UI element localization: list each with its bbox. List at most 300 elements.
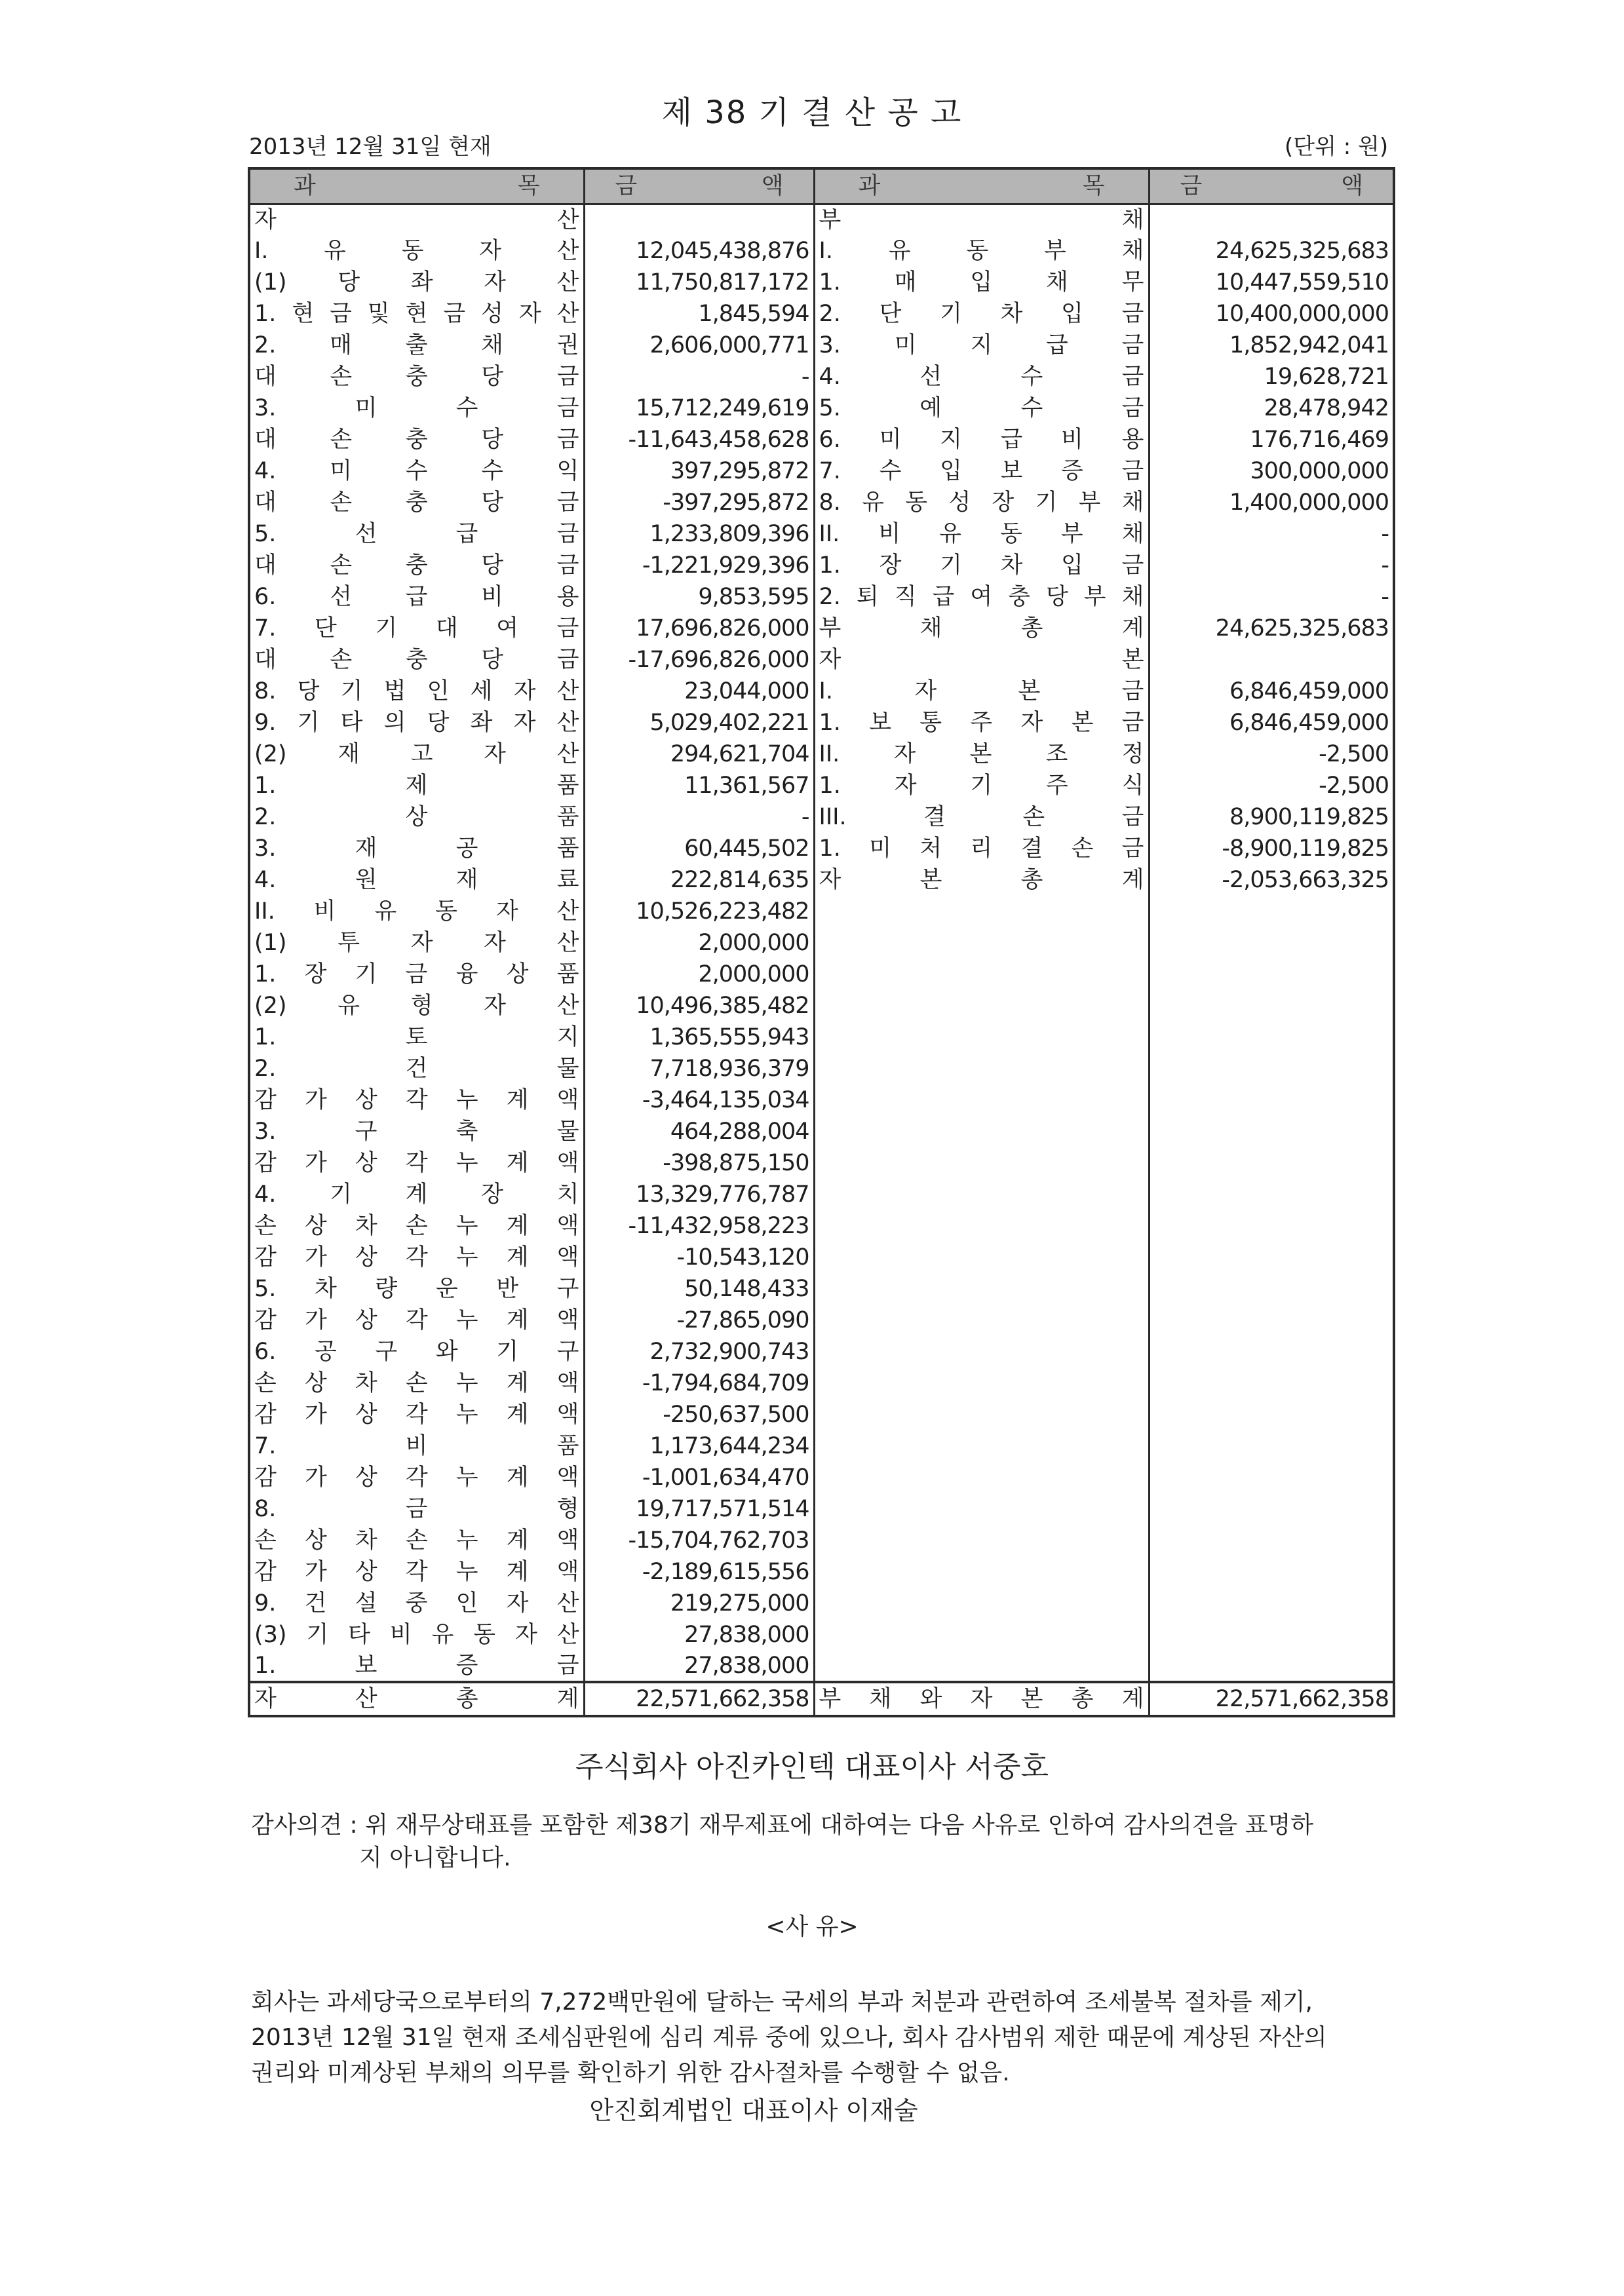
label-token: 금 xyxy=(1121,678,1144,704)
label-token: 충 xyxy=(405,426,428,453)
label-token: 손 xyxy=(405,1527,428,1554)
account-label xyxy=(819,301,1144,327)
label-token: 유 xyxy=(324,237,346,264)
label-token: 총 xyxy=(1020,866,1043,893)
label-token: II. xyxy=(819,520,840,547)
account-label xyxy=(254,1214,579,1239)
table-row xyxy=(249,707,1394,738)
label-token: 본 xyxy=(1071,709,1094,736)
liability-equity-amount xyxy=(1149,1462,1394,1493)
account-label xyxy=(254,333,579,358)
label-token: 구 xyxy=(355,1118,377,1145)
table-row xyxy=(249,1399,1394,1430)
label-token: 통 xyxy=(919,709,942,736)
label-token: 결 xyxy=(1020,835,1043,862)
label-token: 입 xyxy=(970,269,993,296)
account-label xyxy=(819,522,1144,547)
label-token: 비 xyxy=(878,520,901,547)
asset-account xyxy=(249,1147,584,1179)
asset-amount: -17,696,826,000 xyxy=(584,644,814,676)
label-token: 익 xyxy=(556,457,579,484)
label-token: 상 xyxy=(506,961,529,987)
label-token: 품 xyxy=(556,835,579,862)
liability-equity-amount xyxy=(1149,1493,1394,1525)
account-label xyxy=(254,1402,579,1428)
table-row xyxy=(249,1242,1394,1273)
label-token: 채 xyxy=(1121,583,1144,610)
table-row xyxy=(249,1525,1394,1556)
label-token: 산 xyxy=(355,1685,377,1712)
label-token: 계 xyxy=(506,1464,529,1491)
label-token: 4. xyxy=(819,363,841,390)
account-label xyxy=(819,490,1144,516)
label-token: 차 xyxy=(1000,300,1023,327)
label-token: 인 xyxy=(427,678,450,704)
table-row xyxy=(249,550,1394,581)
label-token: 와 xyxy=(435,1338,458,1365)
asset-amount: 5,029,402,221 xyxy=(584,707,814,738)
liability-equity-amount: - xyxy=(1381,552,1389,579)
label-token: 매 xyxy=(330,332,352,358)
reason-title: <사 유> xyxy=(765,1913,859,1940)
liability-equity-account xyxy=(814,613,1149,644)
table-row xyxy=(249,1273,1394,1305)
account-label xyxy=(254,1025,579,1050)
asset-amount: 397,295,872 xyxy=(584,455,814,487)
label-token: 성 xyxy=(481,300,503,327)
label-token: 채 xyxy=(919,615,942,641)
label-token: 재 xyxy=(455,866,478,893)
label-token: 입 xyxy=(940,457,962,484)
table-body xyxy=(249,204,1394,1716)
liability-equity-account xyxy=(814,738,1149,770)
label-token: 1. xyxy=(819,772,841,799)
total-liabilities-equity-amount: 22,571,662,358 xyxy=(1149,1682,1394,1716)
label-token: 유 xyxy=(939,520,961,547)
label-token: 2. xyxy=(819,583,841,610)
label-token: 채 xyxy=(481,332,503,358)
header-item-right xyxy=(814,168,1149,204)
account-label xyxy=(254,773,579,799)
label-token: 가 xyxy=(304,1558,327,1585)
label-token: 의 xyxy=(383,709,406,736)
liability-equity-amount xyxy=(1149,1336,1394,1368)
label-token: 보 xyxy=(869,709,891,736)
asset-amount: 7,718,936,379 xyxy=(584,1053,814,1084)
account-label xyxy=(254,490,579,516)
asset-account xyxy=(249,518,584,550)
asset-amount: - xyxy=(584,361,814,392)
asset-amount: 2,000,000 xyxy=(584,927,814,959)
account-label xyxy=(254,1434,579,1459)
label-token: 기 xyxy=(1035,489,1058,516)
label-token: 예 xyxy=(919,394,942,421)
label-token: 자 xyxy=(484,740,506,767)
label-token: 장 xyxy=(879,552,902,579)
label-token: 유 xyxy=(888,237,911,264)
label-token: 유 xyxy=(862,489,884,516)
label-token: II. xyxy=(819,740,840,767)
label-token: 각 xyxy=(405,1086,428,1113)
label-token: 손 xyxy=(254,1369,277,1396)
account-label xyxy=(819,679,1144,704)
asset-account xyxy=(249,361,584,392)
asset-account xyxy=(249,267,584,298)
label-token: 상 xyxy=(355,1401,377,1428)
liability-equity-account xyxy=(814,1462,1149,1493)
liability-equity-account xyxy=(814,1368,1149,1399)
label-token: 동 xyxy=(1000,520,1022,547)
label-token: 금 xyxy=(1121,835,1144,862)
label-token: 차 xyxy=(355,1212,377,1239)
label-token: 액 xyxy=(556,1307,579,1333)
asset-amount: -11,432,958,223 xyxy=(584,1210,814,1242)
label-token: 3. xyxy=(254,835,277,862)
asset-account xyxy=(249,676,584,707)
liability-equity-account xyxy=(814,392,1149,424)
label-token: 급 xyxy=(1046,332,1068,358)
label-token: 비 xyxy=(481,583,503,610)
reason-line-2: 2013년 12월 31일 현재 조세심판원에 심리 계류 중에 있으나, 회사 감사범위 제한 때문에 계상된 자산의 xyxy=(251,2024,1327,2051)
label-token: (2) xyxy=(254,740,287,767)
label-token: 손 xyxy=(330,552,353,579)
label-token: 자 xyxy=(513,678,536,704)
asset-amount: 11,750,817,172 xyxy=(584,267,814,298)
label-token: 채 xyxy=(1121,237,1144,264)
asset-amount: 222,814,635 xyxy=(584,864,814,896)
label-token: 1. xyxy=(254,1024,277,1050)
label-token: 자 xyxy=(506,1590,529,1617)
liability-equity-amount xyxy=(1149,896,1394,927)
liability-equity-account xyxy=(814,298,1149,330)
table-row xyxy=(249,1368,1394,1399)
label-token: 금 xyxy=(443,300,466,327)
label-token: 계 xyxy=(556,1685,579,1712)
label-token: 누 xyxy=(455,1401,478,1428)
label-token: 구 xyxy=(556,1338,579,1365)
liability-equity-amount: 6,846,459,000 xyxy=(1229,709,1389,736)
asset-account xyxy=(249,927,584,959)
table-row xyxy=(249,518,1394,550)
label-token: 자 xyxy=(479,237,501,264)
label-token: 6. xyxy=(254,583,277,610)
asset-account xyxy=(249,581,584,613)
account-label xyxy=(819,459,1144,484)
label-token: 차 xyxy=(355,1527,377,1554)
label-token: 당 xyxy=(297,678,320,704)
audit-opinion-line-2: 지 아니합니다. xyxy=(359,1845,511,1871)
label-token: 기 xyxy=(940,300,962,327)
label-token: 총 xyxy=(1071,1685,1094,1712)
label-token: 산 xyxy=(556,992,579,1019)
liability-equity-amount xyxy=(1149,1619,1394,1651)
label-token: 여 xyxy=(970,583,993,610)
asset-amount: 15,712,249,619 xyxy=(584,392,814,424)
label-token: 대 xyxy=(254,552,277,579)
liability-equity-amount xyxy=(1149,1053,1394,1084)
label-token: 구 xyxy=(375,1338,398,1365)
label-token: 당 xyxy=(481,646,504,673)
liability-equity-account xyxy=(814,959,1149,990)
account-label xyxy=(819,396,1144,421)
label-token: 누 xyxy=(455,1527,478,1554)
label-token: 출 xyxy=(405,332,428,358)
liability-equity-amount: -2,500 xyxy=(1319,772,1389,799)
liability-equity-account xyxy=(814,1084,1149,1116)
label-token: 동 xyxy=(966,237,989,264)
account-label xyxy=(254,1088,579,1113)
asset-amount: 1,233,809,396 xyxy=(584,518,814,550)
label-token: 자 xyxy=(484,992,506,1019)
account-label xyxy=(819,742,1144,767)
asset-amount: 23,044,000 xyxy=(584,676,814,707)
label-token: 급 xyxy=(1000,426,1023,453)
label-token: 액 xyxy=(556,1464,579,1491)
label-token: 금 xyxy=(1121,457,1144,484)
asset-account xyxy=(249,1619,584,1651)
label-token: 자 xyxy=(819,646,841,673)
header-char: 과 xyxy=(294,173,316,199)
account-label xyxy=(254,899,579,925)
account-label xyxy=(254,584,579,610)
label-token: 구 xyxy=(556,1275,579,1302)
account-label xyxy=(254,742,579,767)
account-label xyxy=(254,1056,579,1082)
label-token: 액 xyxy=(556,1558,579,1585)
label-token: 입 xyxy=(1061,552,1083,579)
account-label xyxy=(819,868,1144,893)
account-label xyxy=(254,1371,579,1396)
table-row xyxy=(249,298,1394,330)
table-row xyxy=(249,1588,1394,1619)
liability-equity-amount xyxy=(1149,1525,1394,1556)
liability-equity-account xyxy=(814,927,1149,959)
asset-account xyxy=(249,707,584,738)
liability-equity-amount xyxy=(1149,1273,1394,1305)
account-label xyxy=(254,1465,579,1491)
label-token: 자 xyxy=(484,269,506,296)
label-token: 동 xyxy=(435,898,457,925)
document-title: 제 38 기 결 산 공 고 xyxy=(661,94,963,131)
account-label xyxy=(254,836,579,862)
liability-equity-account xyxy=(814,1305,1149,1336)
label-token: 계 xyxy=(506,1086,529,1113)
label-token: 상 xyxy=(355,1558,377,1585)
table-header-row xyxy=(249,168,1394,204)
asset-account xyxy=(249,1116,584,1147)
asset-account xyxy=(249,235,584,267)
liability-equity-amount xyxy=(1149,1588,1394,1619)
table-row xyxy=(249,1084,1394,1116)
liability-equity-account xyxy=(814,1022,1149,1053)
label-token: 계 xyxy=(506,1527,529,1554)
label-token: 금 xyxy=(1121,394,1144,421)
label-token: 누 xyxy=(455,1244,478,1271)
label-token: 재 xyxy=(355,835,377,862)
label-token: 2. xyxy=(819,300,841,327)
label-token: 비 xyxy=(405,1432,428,1459)
label-token: 산 xyxy=(556,237,579,264)
label-token: 지 xyxy=(970,332,993,358)
label-token: 산 xyxy=(556,1621,579,1648)
label-token: 손 xyxy=(330,426,353,453)
account-label xyxy=(254,364,579,390)
label-token: 인 xyxy=(455,1590,478,1617)
label-token: 1. xyxy=(819,552,841,579)
table-row xyxy=(249,1022,1394,1053)
label-token: 선 xyxy=(355,520,377,547)
table-row xyxy=(249,864,1394,896)
label-token: 채 xyxy=(1046,269,1068,296)
table-row xyxy=(249,1336,1394,1368)
label-token: 상 xyxy=(355,1307,377,1333)
label-token: 8. xyxy=(819,489,841,516)
label-token: 1. xyxy=(254,1652,277,1679)
label-token: 대 xyxy=(254,646,277,673)
label-token: 6. xyxy=(254,1338,277,1365)
label-token: 조 xyxy=(1045,740,1068,767)
table-row xyxy=(249,676,1394,707)
label-token: 부 xyxy=(1078,489,1101,516)
liability-equity-amount: 24,625,325,683 xyxy=(1215,615,1389,641)
liability-equity-amount xyxy=(1149,1022,1394,1053)
account-label xyxy=(254,1151,579,1176)
label-token: 반 xyxy=(496,1275,519,1302)
asset-amount: 10,496,385,482 xyxy=(584,990,814,1022)
table-row xyxy=(249,1619,1394,1651)
liability-equity-amount: 6,846,459,000 xyxy=(1229,678,1389,704)
account-label xyxy=(254,1687,579,1712)
asset-amount: -27,865,090 xyxy=(584,1305,814,1336)
liability-equity-account xyxy=(814,864,1149,896)
label-token: 물 xyxy=(556,1055,579,1082)
liability-equity-amount: -2,500 xyxy=(1319,740,1389,767)
label-token: 직 xyxy=(894,583,917,610)
label-token: 유 xyxy=(338,992,360,1019)
label-token: 채 xyxy=(1121,520,1144,547)
liability-equity-amount: 10,400,000,000 xyxy=(1215,300,1389,327)
label-token: 누 xyxy=(455,1149,478,1176)
label-token: 3. xyxy=(254,394,277,421)
liability-equity-amount: - xyxy=(1381,583,1389,610)
liability-equity-amount xyxy=(1149,1242,1394,1273)
audit-opinion-line-1: 감사의견 : 위 재무상태표를 포함한 제38기 재무제표에 대하여는 다음 사유로 인하여 감사의견을 표명하 xyxy=(251,1812,1314,1839)
label-token: 1. xyxy=(819,269,841,296)
asset-account xyxy=(249,298,584,330)
label-token: 처 xyxy=(919,835,942,862)
asset-account xyxy=(249,1525,584,1556)
label-token: 본 xyxy=(969,740,992,767)
label-token: 차 xyxy=(1000,552,1023,579)
label-token: 건 xyxy=(304,1590,327,1617)
label-token: 액 xyxy=(556,1244,579,1271)
liability-equity-account xyxy=(814,1619,1149,1651)
table-row xyxy=(249,1493,1394,1525)
label-token: 선 xyxy=(330,583,352,610)
label-token: 물 xyxy=(556,1118,579,1145)
label-token: 각 xyxy=(405,1464,428,1491)
label-token: 자 xyxy=(819,866,841,893)
label-token: 채 xyxy=(1121,206,1144,233)
label-token: 3. xyxy=(254,1118,277,1145)
label-token: 8. xyxy=(254,1495,277,1522)
table-row xyxy=(249,330,1394,361)
label-token: 축 xyxy=(455,1118,478,1145)
liability-equity-amount: 176,716,469 xyxy=(1250,426,1389,453)
label-token: 5. xyxy=(254,1275,277,1302)
label-token: 좌 xyxy=(410,269,433,296)
asset-account xyxy=(249,1210,584,1242)
liability-equity-account xyxy=(814,1242,1149,1273)
liability-equity-account xyxy=(814,644,1149,676)
label-token: 계 xyxy=(506,1149,529,1176)
label-token: 타 xyxy=(340,709,363,736)
asset-amount: 294,621,704 xyxy=(584,738,814,770)
label-token: 누 xyxy=(455,1086,478,1113)
asset-amount: 464,288,004 xyxy=(584,1116,814,1147)
liability-equity-amount: -8,900,119,825 xyxy=(1222,835,1389,862)
table-row xyxy=(249,801,1394,833)
liability-equity-amount xyxy=(1149,1399,1394,1430)
table-row xyxy=(249,1556,1394,1588)
header-amount-left xyxy=(584,168,814,204)
account-label xyxy=(254,647,579,673)
label-token: 각 xyxy=(405,1149,428,1176)
label-token: 상 xyxy=(304,1212,327,1239)
label-token: 성 xyxy=(948,489,971,516)
liability-equity-amount xyxy=(1149,204,1394,235)
liability-equity-amount: 1,852,942,041 xyxy=(1229,332,1389,358)
liability-equity-amount xyxy=(1149,1179,1394,1210)
account-label xyxy=(254,270,579,296)
account-label xyxy=(819,647,1144,673)
label-token: 건 xyxy=(405,1055,428,1082)
label-token: 차 xyxy=(355,1369,377,1396)
liability-equity-amount xyxy=(1149,959,1394,990)
table-row xyxy=(249,833,1394,864)
liability-equity-account xyxy=(814,990,1149,1022)
label-token: 9. xyxy=(254,709,277,736)
label-token: 유 xyxy=(431,1621,454,1648)
label-token: 대 xyxy=(254,363,277,390)
label-token: 미 xyxy=(869,835,891,862)
liability-equity-amount xyxy=(1149,1147,1394,1179)
label-token: 자 xyxy=(970,1685,993,1712)
label-token: 차 xyxy=(315,1275,337,1302)
label-token: 주 xyxy=(970,709,993,736)
liability-equity-amount: 24,625,325,683 xyxy=(1215,237,1389,264)
label-token: 부 xyxy=(819,615,841,641)
label-token: 산 xyxy=(556,740,579,767)
account-label xyxy=(254,1339,579,1365)
label-token: 대 xyxy=(254,489,277,516)
table-row xyxy=(249,204,1394,235)
label-token: 계 xyxy=(1121,866,1144,893)
header-char: 액 xyxy=(1341,173,1363,199)
label-token: 계 xyxy=(506,1558,529,1585)
label-token: 상 xyxy=(304,1369,327,1396)
asset-account xyxy=(249,392,584,424)
label-token: 원 xyxy=(355,866,377,893)
label-token: 2. xyxy=(254,1055,277,1082)
total-liabilities-equity-label xyxy=(814,1682,1149,1716)
liability-equity-amount xyxy=(1149,927,1394,959)
label-token: 품 xyxy=(556,803,579,830)
label-token: 7. xyxy=(254,1432,277,1459)
asset-amount: -1,794,684,709 xyxy=(584,1368,814,1399)
account-label xyxy=(819,1687,1144,1712)
label-token: (1) xyxy=(254,929,287,956)
